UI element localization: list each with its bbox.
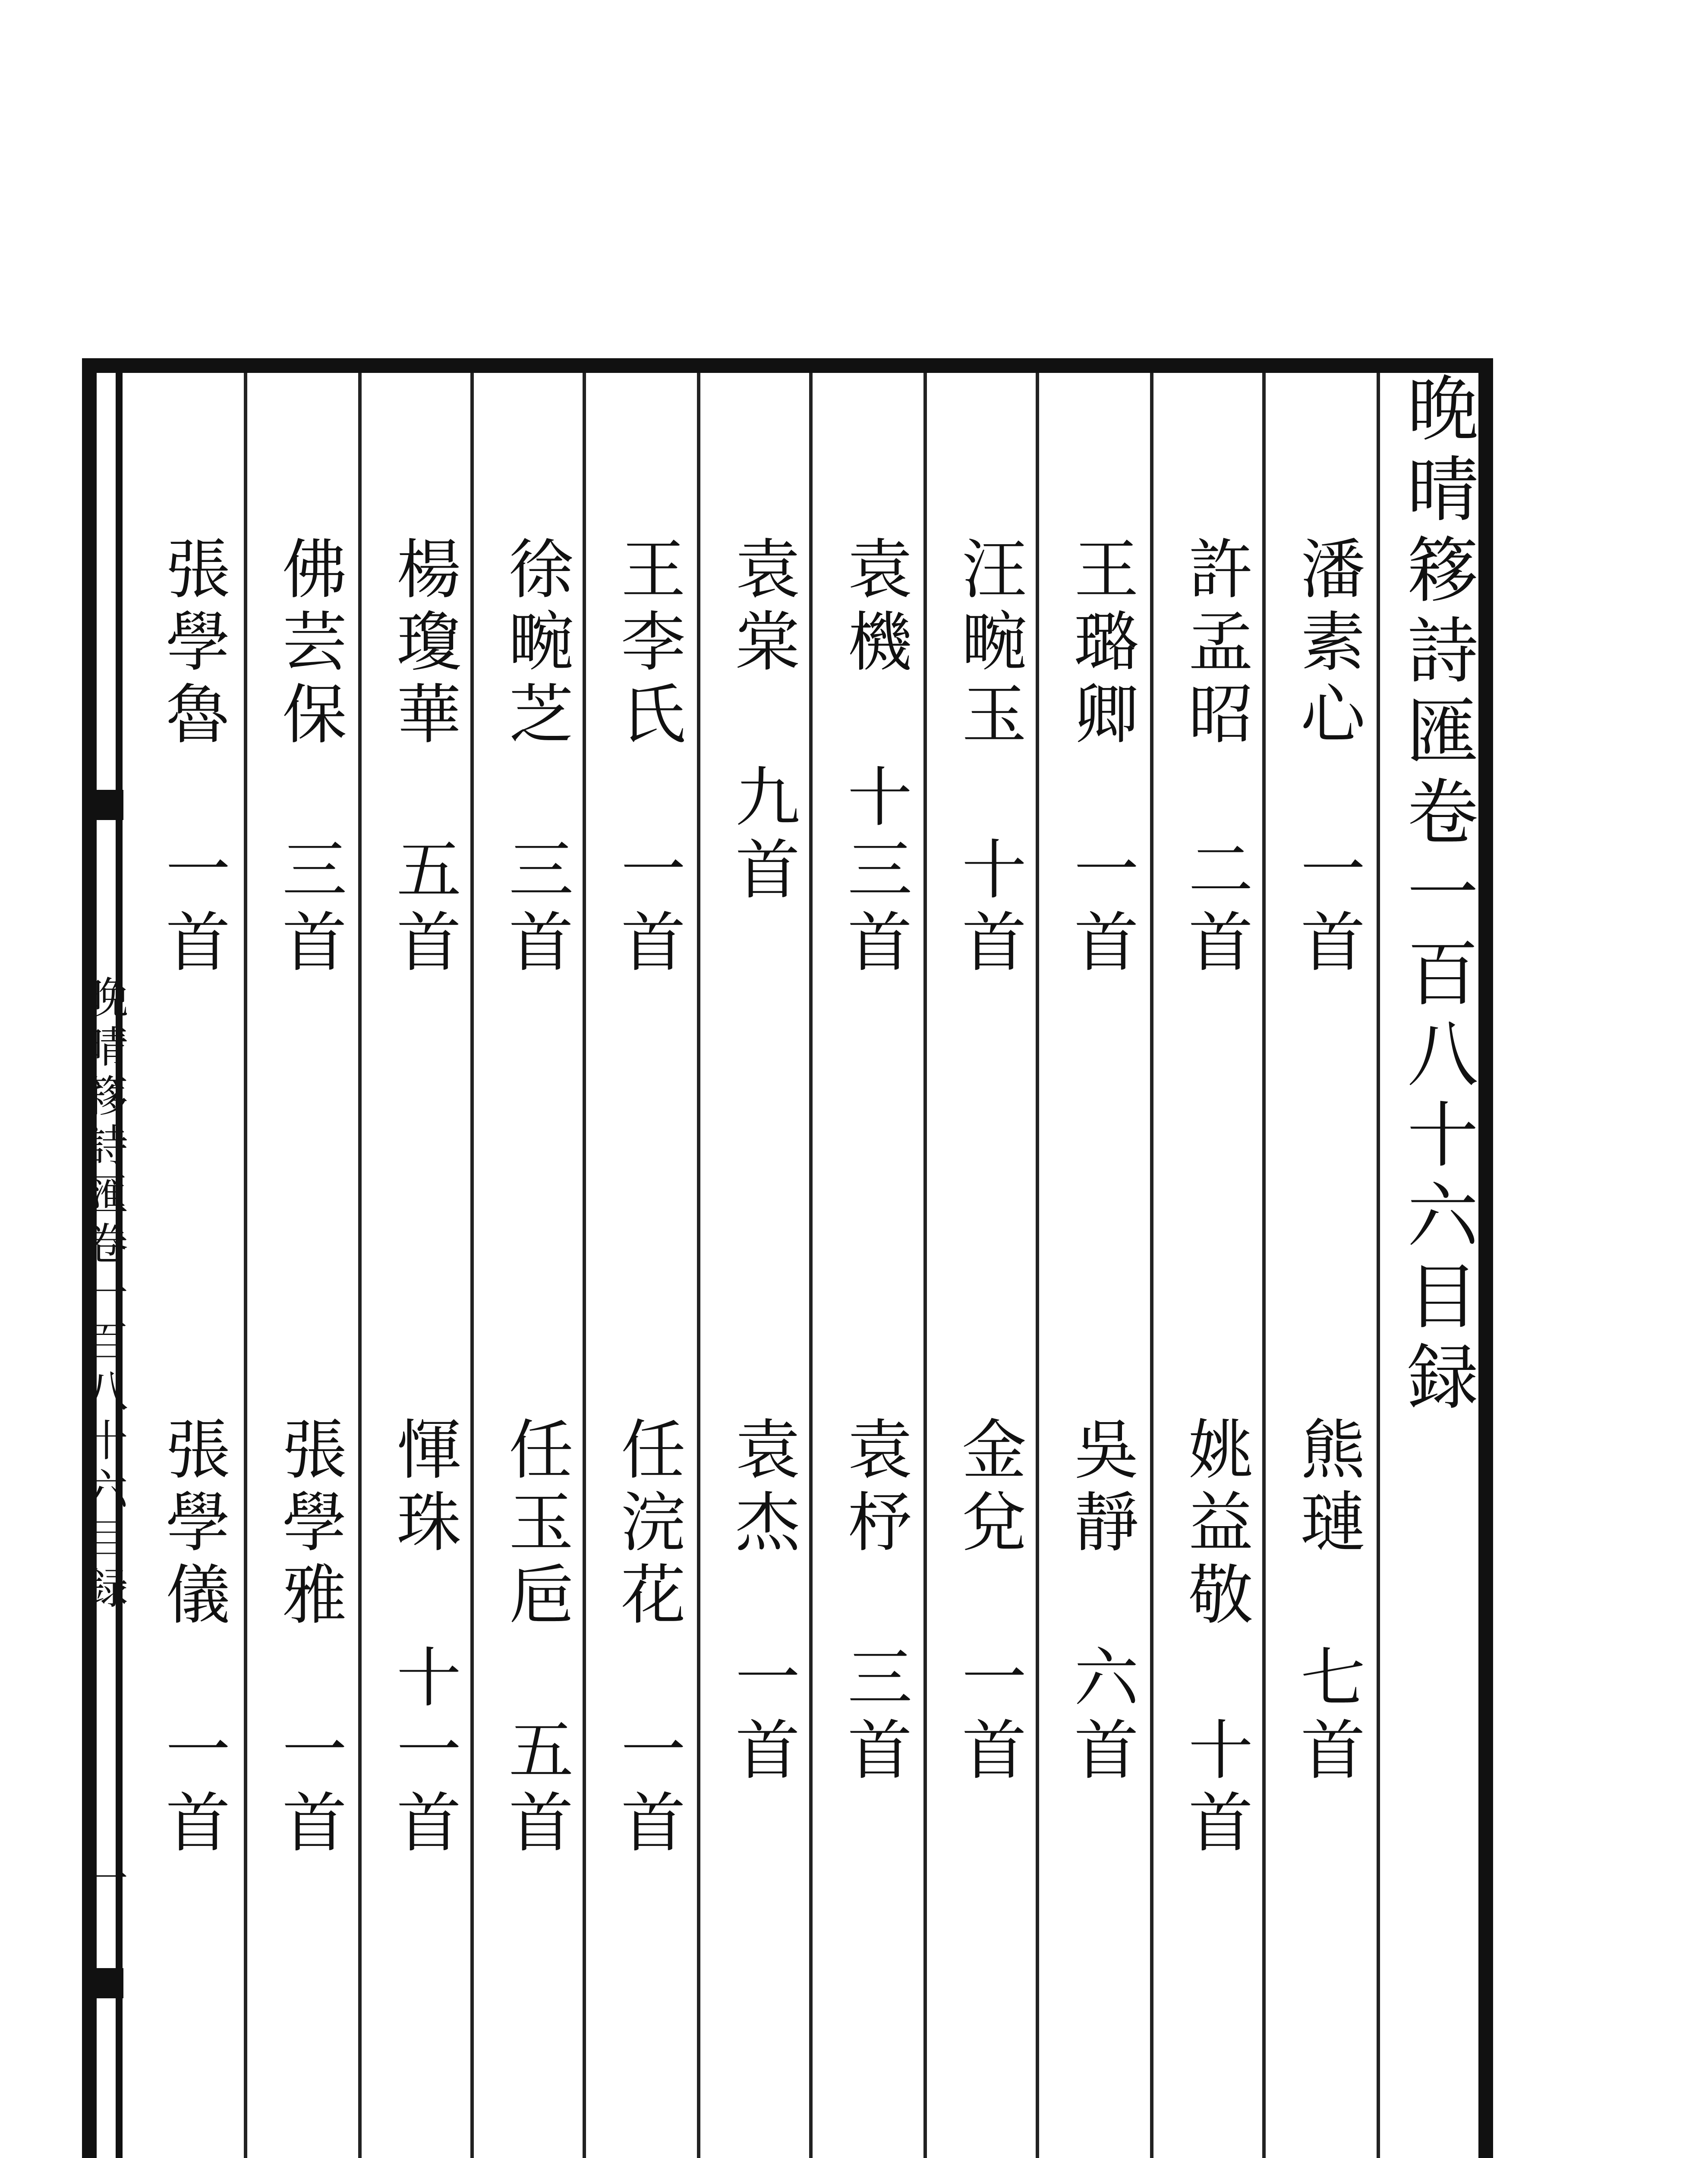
folio-number: 一	[78, 1856, 128, 1899]
author-entry-lower: 任浣花 一首	[610, 1416, 685, 1861]
author-entry-upper: 袁機 十三首	[836, 535, 911, 981]
author-entry-lower: 惲珠 十一首	[385, 1416, 460, 1861]
column-rule	[1150, 373, 1153, 2158]
author-entry-upper: 許孟昭 二首	[1177, 535, 1252, 981]
spine-title: 晚晴簃詩匯卷一百八十六目録	[78, 975, 128, 1615]
author-entry-lower: 吳靜 六首	[1063, 1416, 1138, 1789]
author-entry-upper: 佛芸保 三首	[271, 535, 346, 981]
author-entry-upper: 王李氏 一首	[610, 535, 685, 981]
author-entry-lower: 姚益敬 十首	[1177, 1416, 1252, 1861]
author-entry-lower: 金兌 一首	[951, 1416, 1026, 1789]
author-entry-upper: 潘素心 一首	[1289, 535, 1365, 981]
entry-column	[485, 0, 585, 2158]
author-entry-lower: 張學雅 一首	[271, 1416, 346, 1861]
column-rule	[244, 373, 247, 2158]
author-entry-upper: 楊瓊華 五首	[385, 535, 460, 981]
entry-column	[712, 0, 811, 2158]
author-entry-lower: 熊璉 七首	[1289, 1416, 1365, 1789]
column-rule	[1377, 373, 1380, 2158]
author-entry-upper: 汪畹玉 十首	[951, 535, 1026, 981]
author-entry-lower: 袁杰 一首	[724, 1416, 799, 1789]
page-title: 晚晴簃詩匯卷一百八十六目録	[1396, 371, 1478, 1420]
title-column	[1387, 0, 1487, 2158]
author-entry-lower: 張學儀 一首	[154, 1416, 230, 1861]
entry-column	[373, 0, 473, 2158]
author-entry-lower: 袁杼 三首	[836, 1416, 911, 1789]
author-entry-upper: 徐畹芝 三首	[498, 535, 573, 981]
entry-column	[142, 0, 242, 2158]
entry-column	[939, 0, 1038, 2158]
entry-column	[259, 0, 358, 2158]
entry-column	[598, 0, 697, 2158]
column-rule	[358, 373, 362, 2158]
entry-column	[1165, 0, 1264, 2158]
fold-mark-upper	[82, 790, 123, 820]
entry-column	[1277, 0, 1377, 2158]
author-entry-upper: 張學魯 一首	[154, 535, 230, 981]
fold-mark-lower	[82, 1968, 123, 1998]
column-rule	[697, 373, 700, 2158]
entry-column	[824, 0, 923, 2158]
author-entry-upper: 王璐卿 一首	[1063, 535, 1138, 981]
column-rule	[923, 373, 927, 2158]
author-entry-upper: 袁棠 九首	[724, 535, 799, 908]
author-entry-lower: 任玉巵 五首	[498, 1416, 573, 1861]
entry-column	[1051, 0, 1150, 2158]
